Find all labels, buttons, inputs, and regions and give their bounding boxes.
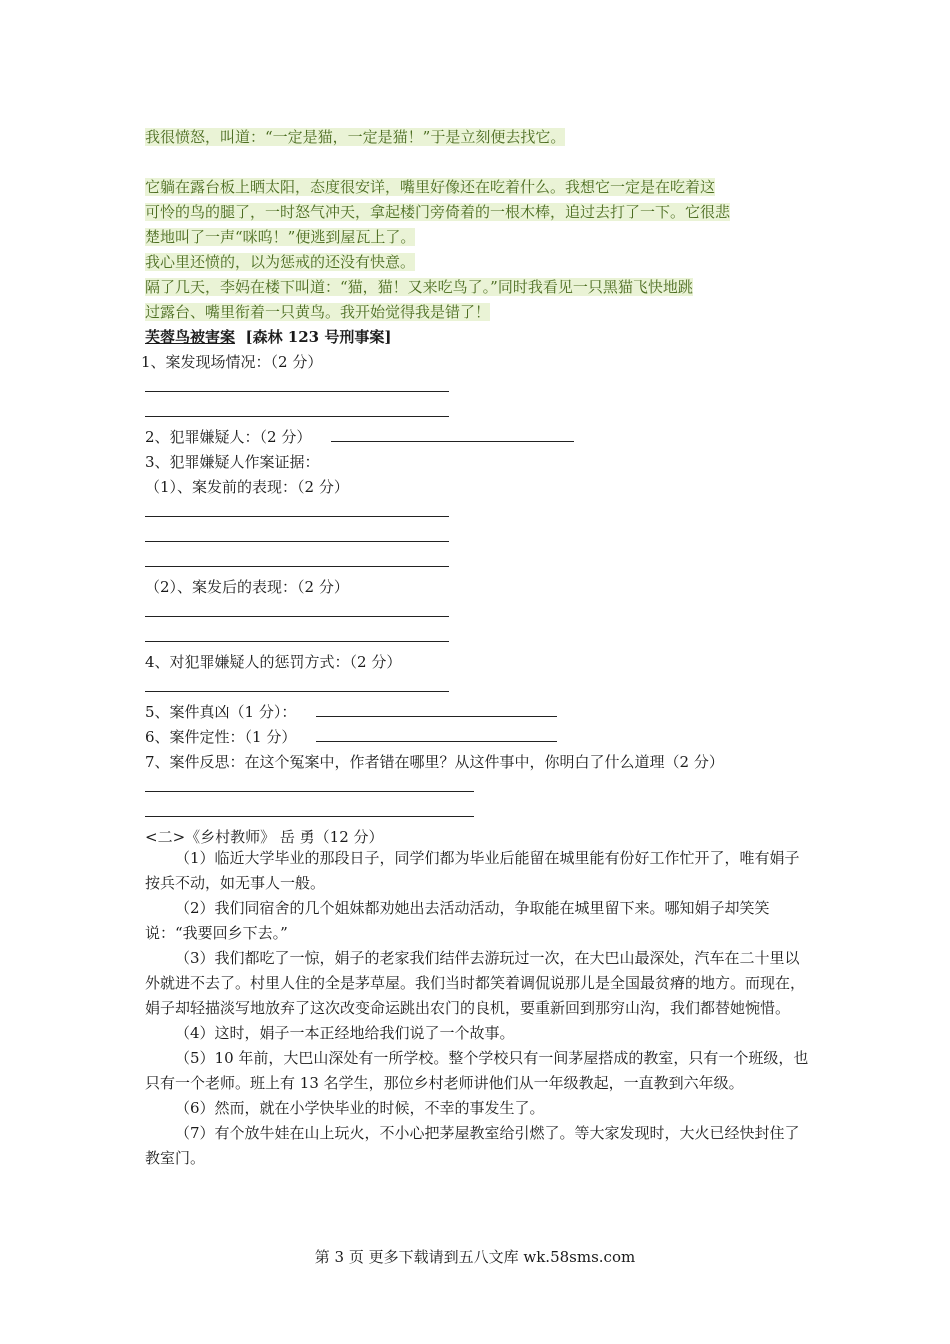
answer-line[interactable] bbox=[145, 691, 449, 692]
answer-line[interactable] bbox=[145, 641, 449, 642]
paragraph: （4）这时，娟子一本正经地给我们说了一个故事。 bbox=[175, 1024, 515, 1042]
question-7: 7、案件反思：在这个冤案中，作者错在哪里？从这件事中，你明白了什么道理（2 分） bbox=[145, 753, 724, 771]
question-5: 5、案件真凶（1 分）： bbox=[145, 703, 297, 721]
passage-line: 过露台、嘴里衔着一只黄鸟。我开始觉得我是错了！ bbox=[145, 303, 491, 321]
case-title: 芙蓉鸟被害案 [森林 123 号刑事案] bbox=[145, 328, 392, 346]
passage-line: 它躺在露台板上晒太阳，态度很安详，嘴里好像还在吃着什么。我想它一定是在吃着这 bbox=[145, 178, 716, 196]
paragraph: （6）然而，就在小学快毕业的时候，不幸的事发生了。 bbox=[175, 1099, 545, 1117]
paragraph: （2）我们同宿舍的几个姐妹都劝她出去活动活动，争取能在城里留下来。哪知娟子却笑笑说：“我要回乡下去。” bbox=[145, 899, 770, 942]
passage-line: 我很愤怒，叫道：“一定是猫，一定是猫！”于是立刻便去找它。 bbox=[145, 128, 566, 146]
answer-line[interactable] bbox=[145, 416, 449, 417]
answer-line[interactable] bbox=[145, 616, 449, 617]
question-2: 2、犯罪嫌疑人：（2 分） bbox=[145, 428, 312, 446]
question-6: 6、案件定性：（1 分） bbox=[145, 728, 297, 746]
answer-line[interactable] bbox=[145, 791, 474, 792]
question-3-2: （2）、案发后的表现：（2 分） bbox=[145, 578, 349, 596]
answer-line[interactable] bbox=[316, 716, 557, 717]
answer-line[interactable] bbox=[331, 441, 574, 442]
answer-line[interactable] bbox=[316, 741, 557, 742]
question-4: 4、对犯罪嫌疑人的惩罚方式：（2 分） bbox=[145, 653, 402, 671]
answer-line[interactable] bbox=[145, 516, 449, 517]
paragraph: （3）我们都吃了一惊，娟子的老家我们结伴去游玩过一次，在大巴山最深处，汽车在二十里以外就进不去了。村里人住的全是茅草屋。我们当时都笑着调侃说那儿是全国最贫瘠的地方。而现在，娟子却轻描淡写地放弃了这次改变命运跳出农门的良机，要重新回到那穷山沟，我们都替她惋惜。 bbox=[145, 949, 806, 1017]
section-heading: <二>《乡村教师》 岳 勇（12 分） bbox=[145, 828, 384, 846]
passage-line: 楚地叫了一声“咪呜！”便逃到屋瓦上了。 bbox=[145, 228, 416, 246]
passage-line: 我心里还愤的，以为惩戒的还没有快意。 bbox=[145, 253, 416, 271]
answer-line[interactable] bbox=[145, 566, 449, 567]
answer-line[interactable] bbox=[145, 816, 474, 817]
question-1: 1、案发现场情况：（2 分） bbox=[141, 353, 323, 371]
passage-line: 可怜的鸟的腿了，一时怒气冲天，拿起楼门旁倚着的一根木棒，追过去打了一下。它很悲 bbox=[145, 203, 731, 221]
paragraph: （1）临近大学毕业的那段日子，同学们都为毕业后能留在城里能有份好工作忙开了，唯有娟子按兵不动，如无事人一般。 bbox=[145, 849, 800, 892]
answer-line[interactable] bbox=[145, 541, 449, 542]
paragraph: （7）有个放牛娃在山上玩火，不小心把茅屋教室给引燃了。等大家发现时，大火已经快封住了教室门。 bbox=[145, 1124, 800, 1167]
passage-line: 隔了几天，李妈在楼下叫道：“猫，猫！又来吃鸟了。”同时我看见一只黑猫飞快地跳 bbox=[145, 278, 693, 296]
page-footer: 第 3 页 更多下载请到五八文库 wk.58sms.com bbox=[314, 1248, 636, 1266]
section2-body bbox=[145, 846, 810, 1171]
answer-line[interactable] bbox=[145, 391, 449, 392]
question-3-1: （1）、案发前的表现：（2 分） bbox=[145, 478, 349, 496]
paragraph: （5）10 年前，大巴山深处有一所学校。整个学校只有一间茅屋搭成的教室，只有一个班级，也只有一个老师。班上有 13 名学生，那位乡村老师讲他们从一年级教起，一直教到六年级。 bbox=[145, 1049, 809, 1092]
question-3: 3、犯罪嫌疑人作案证据： bbox=[145, 453, 320, 471]
